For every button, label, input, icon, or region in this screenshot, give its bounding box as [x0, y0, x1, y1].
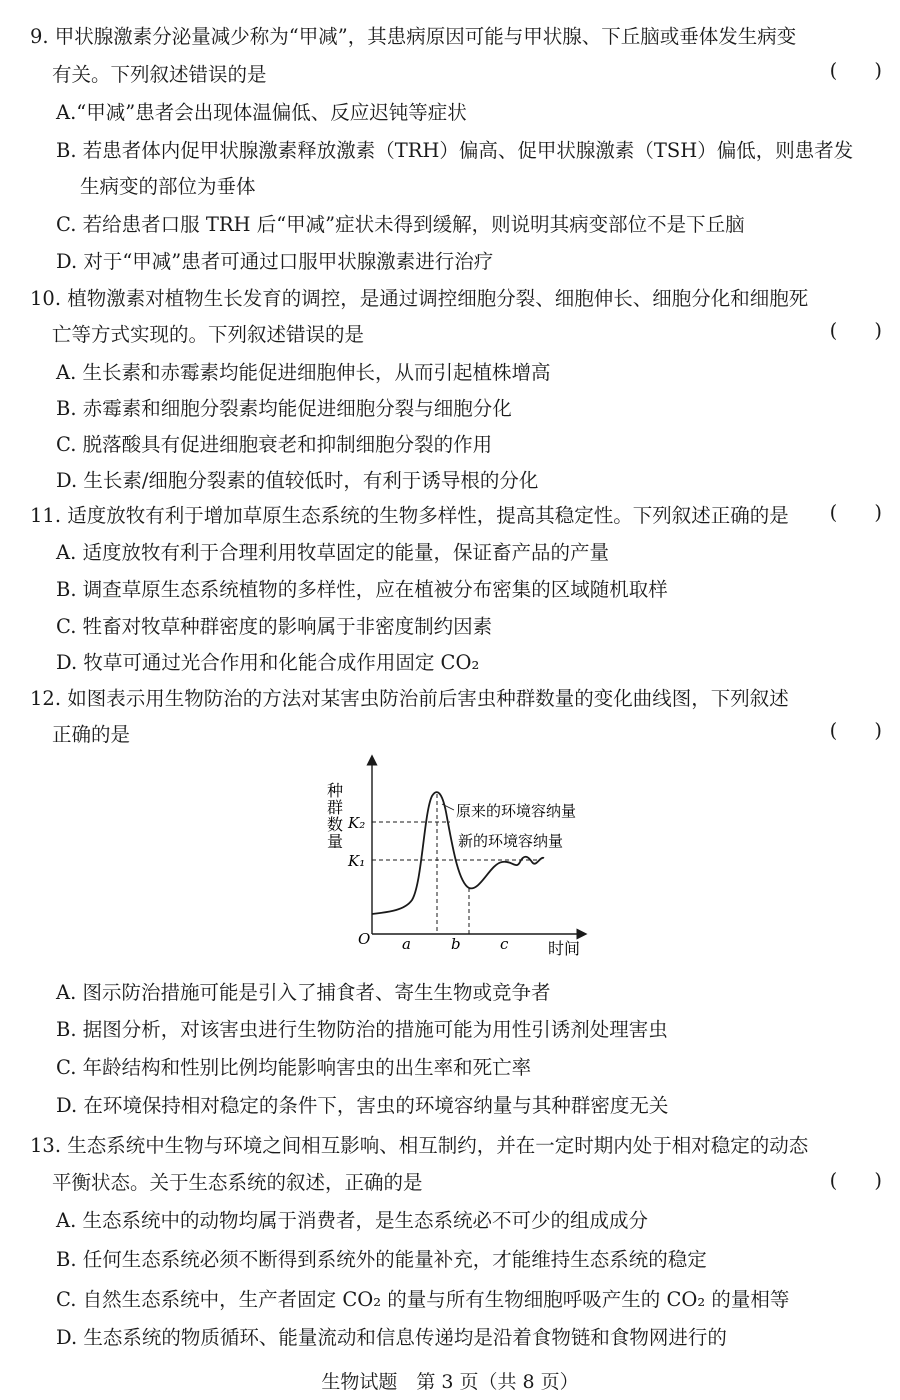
page-footer: 生物试题 第 3 页（共 8 页）	[321, 1371, 579, 1393]
q9-option-d: D. 对于“甲减”患者可通过口服甲状腺激素进行治疗	[56, 250, 494, 273]
q13-answer-bracket: ( )	[829, 1169, 882, 1192]
q13-option-a: A. 生态系统中的动物均属于消费者，是生态系统必不可少的组成成分	[56, 1209, 648, 1232]
y-axis-label: 种群数量	[324, 782, 344, 850]
tick-b-label: b	[451, 935, 461, 953]
k1-label: K₁	[348, 852, 366, 870]
q12-option-c: C. 年龄结构和性别比例均能影响害虫的出生率和死亡率	[56, 1056, 532, 1079]
population-curve-figure	[320, 752, 620, 962]
q13-option-d: D. 生态系统的物质循环、能量流动和信息传递均是沿着食物链和食物网进行的	[56, 1326, 727, 1349]
q10-option-c: C. 脱落酸具有促进细胞衰老和抑制细胞分裂的作用	[56, 433, 493, 456]
new-capacity-label: 新的环境容纳量	[458, 832, 564, 850]
q12-answer-bracket: ( )	[829, 719, 882, 742]
q12-option-a: A. 图示防治措施可能是引入了捕食者、寄生生物或竞争者	[56, 981, 551, 1004]
q11-stem-line1: 11. 适度放牧有利于增加草原生态系统的生物多样性，提高其稳定性。下列叙述正确的是	[30, 504, 789, 527]
q10-answer-bracket: ( )	[829, 319, 882, 342]
q9-option-b-cont: 生病变的部位为垂体	[80, 175, 256, 198]
q9-stem-line1: 9. 甲状腺激素分泌量减少称为“甲减”，其患病原因可能与甲状腺、下丘脑或垂体发生病变	[30, 25, 797, 48]
q10-stem-line1: 10. 植物激素对植物生长发育的调控，是通过调控细胞分裂、细胞伸长、细胞分化和细胞死	[30, 287, 809, 310]
q11-option-b: B. 调查草原生态系统植物的多样性，应在植被分布密集的区域随机取样	[56, 578, 668, 601]
q10-option-d: D. 生长素/细胞分裂素的值较低时，有利于诱导根的分化	[56, 469, 539, 492]
k2-label: K₂	[348, 814, 366, 832]
q11-option-d: D. 牧草可通过光合作用和化能合成作用固定 CO₂	[56, 651, 480, 674]
q9-stem-line2: 有关。下列叙述错误的是	[52, 63, 267, 86]
q13-option-b: B. 任何生态系统必须不断得到系统外的能量补充，才能维持生态系统的稳定	[56, 1248, 707, 1271]
q9-option-b: B. 若患者体内促甲状腺激素释放激素（TRH）偏高、促甲状腺激素（TSH）偏低，则患者发	[56, 139, 854, 162]
q13-stem-line2: 平衡状态。关于生态系统的叙述，正确的是	[52, 1171, 423, 1194]
q9-option-c: C. 若给患者口服 TRH 后“甲减”症状未得到缓解，则说明其病变部位不是下丘脑	[56, 213, 745, 236]
q9-answer-bracket: ( )	[829, 59, 882, 82]
q13-option-c: C. 自然生态系统中，生产者固定 CO₂ 的量与所有生物细胞呼吸产生的 CO₂ 的量相等	[56, 1288, 790, 1311]
q13-stem-line1: 13. 生态系统中生物与环境之间相互影响、相互制约，并在一定时期内处于相对稳定的动态	[30, 1134, 809, 1157]
q10-stem-line2: 亡等方式实现的。下列叙述错误的是	[52, 323, 365, 346]
tick-c-label: c	[500, 935, 509, 953]
q12-option-d: D. 在环境保持相对稳定的条件下，害虫的环境容纳量与其种群密度无关	[56, 1094, 669, 1117]
old-capacity-label: 原来的环境容纳量	[456, 802, 577, 820]
q11-option-c: C. 牲畜对牧草种群密度的影响属于非密度制约因素	[56, 615, 493, 638]
q11-option-a: A. 适度放牧有利于合理利用牧草固定的能量，保证畜产品的产量	[56, 541, 609, 564]
old-k-pointer	[442, 804, 454, 810]
q10-option-b: B. 赤霉素和细胞分裂素均能促进细胞分裂与细胞分化	[56, 397, 512, 420]
q12-stem-line1: 12. 如图表示用生物防治的方法对某害虫防治前后害虫种群数量的变化曲线图，下列叙述	[30, 687, 789, 710]
q9-option-a: A.“甲减”患者会出现体温偏低、反应迟钝等症状	[56, 101, 467, 124]
tick-a-label: a	[402, 935, 411, 953]
q12-stem-line2: 正确的是	[52, 723, 131, 746]
q10-option-a: A. 生长素和赤霉素均能促进细胞伸长，从而引起植株增高	[56, 361, 551, 384]
x-axis-label: 时间	[548, 939, 581, 958]
q12-option-b: B. 据图分析，对该害虫进行生物防治的措施可能为用性引诱剂处理害虫	[56, 1018, 668, 1041]
origin-label: O	[358, 930, 371, 948]
q11-answer-bracket: ( )	[829, 501, 882, 524]
